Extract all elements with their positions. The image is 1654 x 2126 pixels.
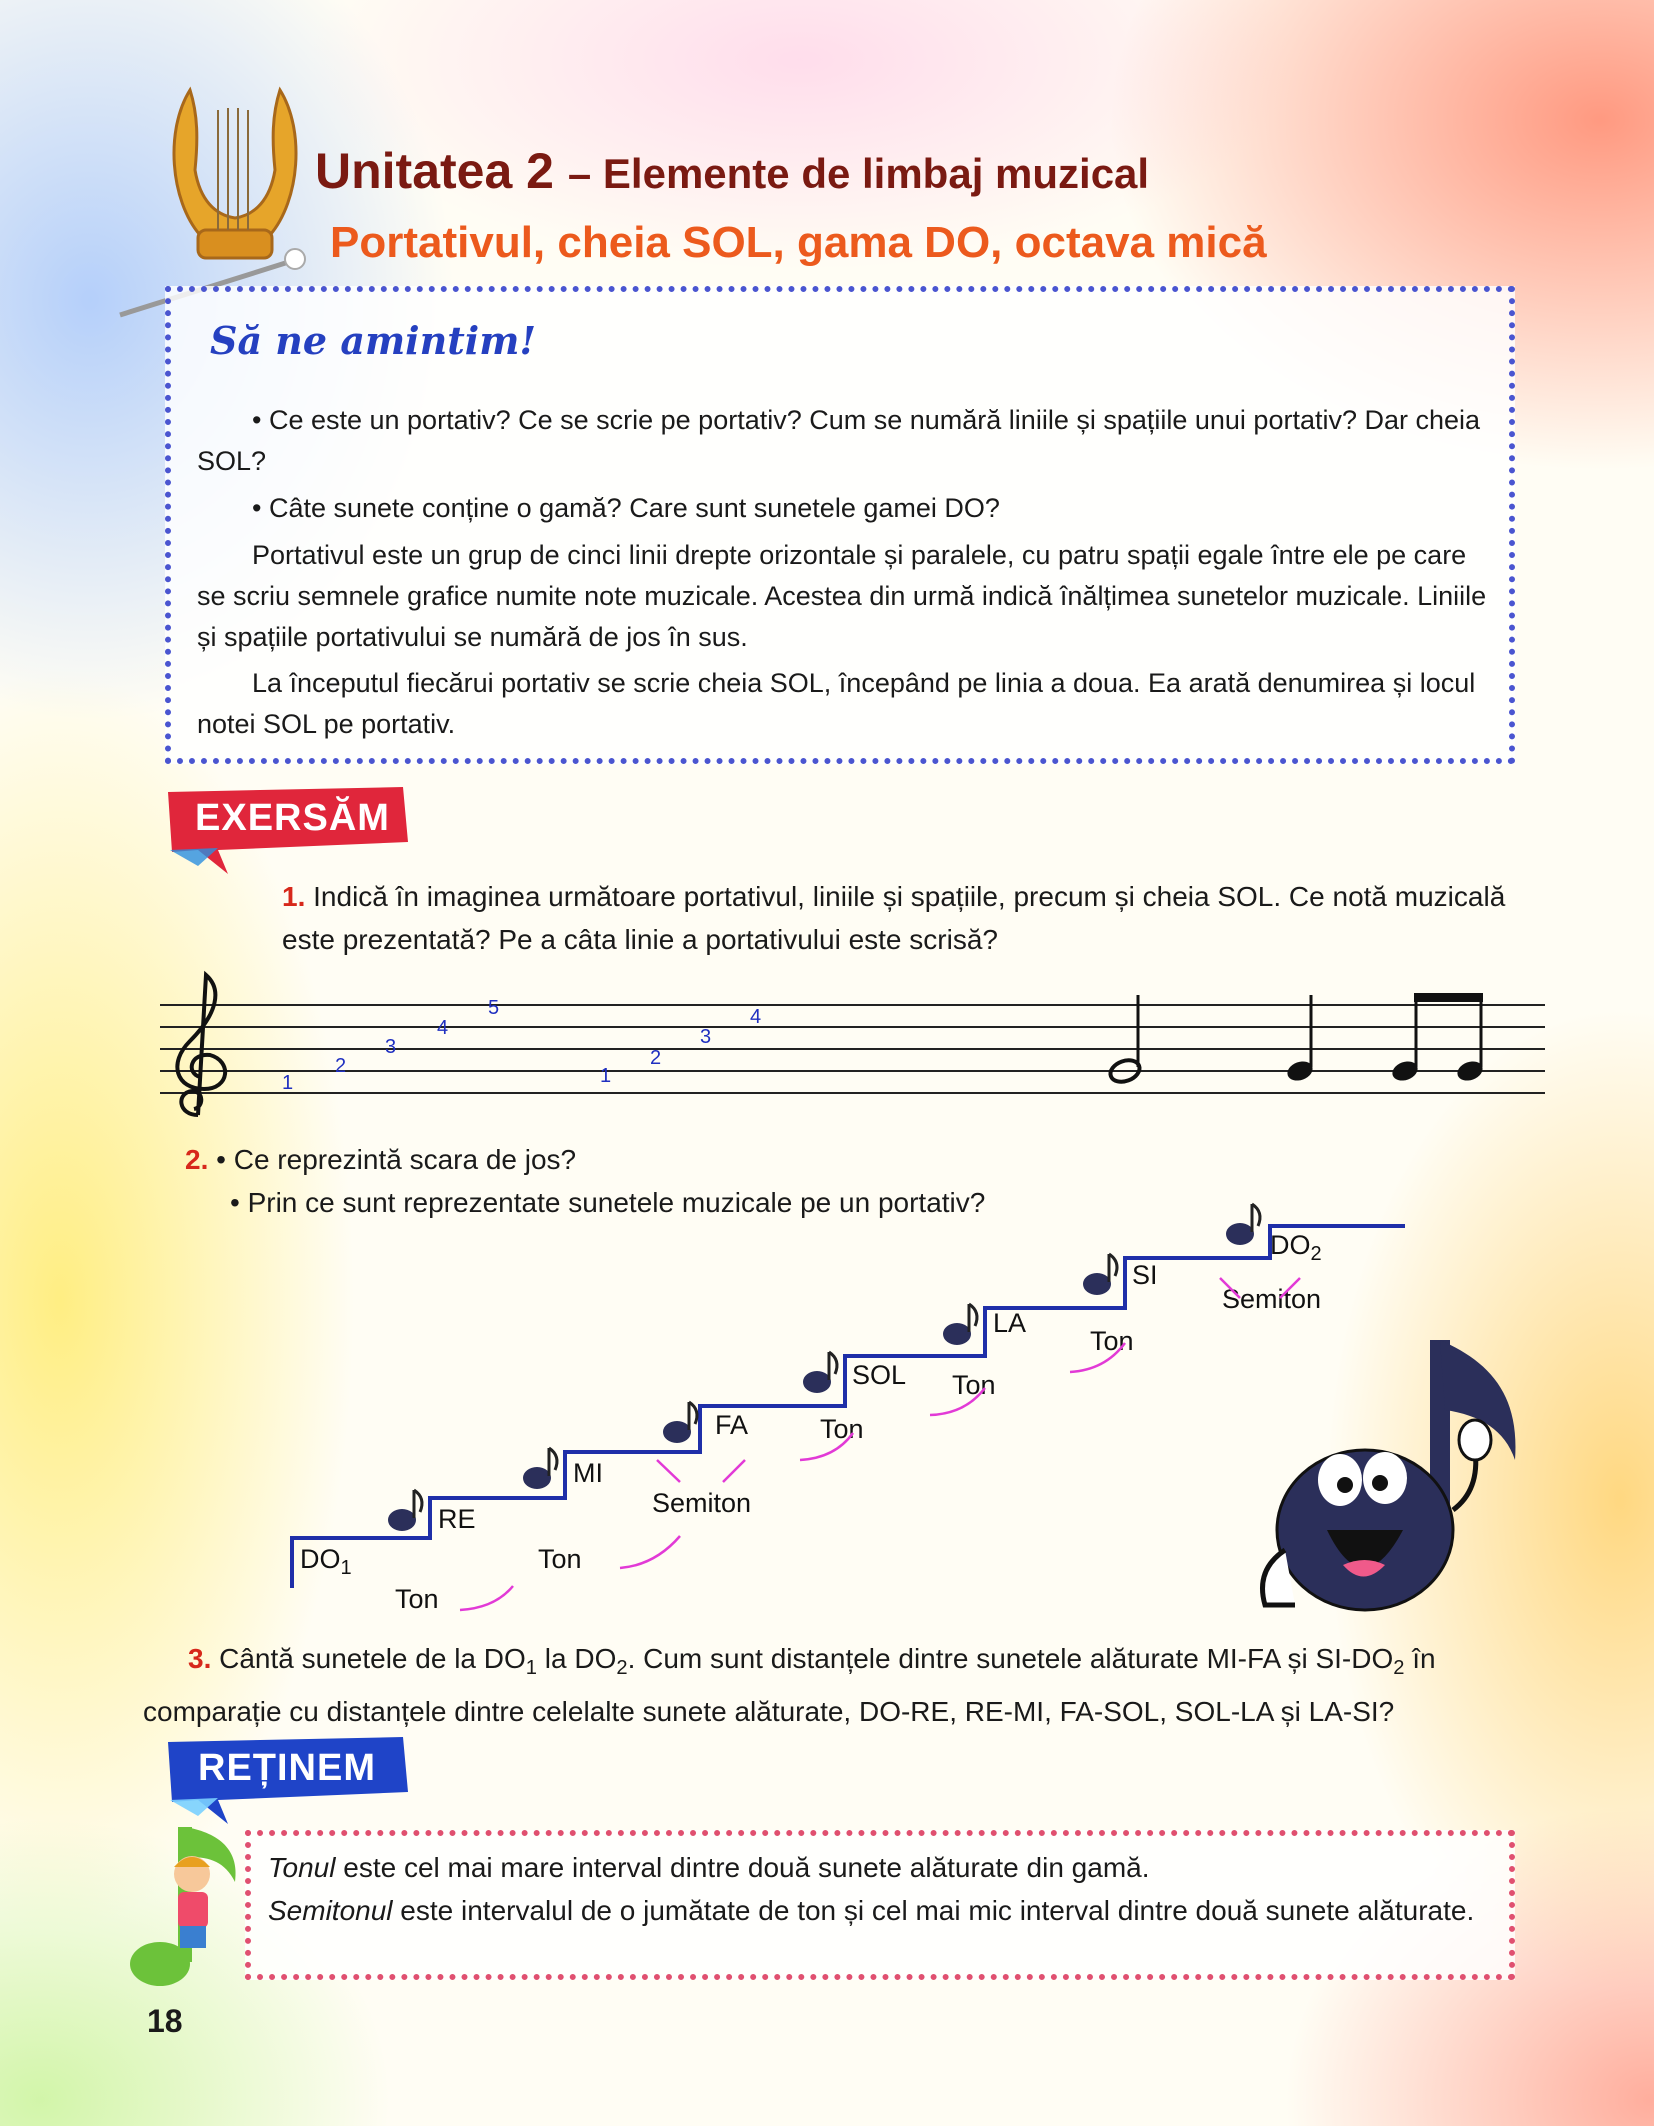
space-label-4: 4 <box>750 1006 762 1028</box>
interval-label-ton: Ton <box>952 1370 996 1400</box>
exercise-2-question-2: • Prin ce sunt reprezentate sunetele muzicale pe un portativ? <box>230 1187 986 1218</box>
recall-paragraph-clef: La începutul fiecărui portativ se scrie cheia SOL, începând pe linia a doua. Ea arată denumirea și locul notei SOL pe portativ. <box>197 668 1476 739</box>
exercise-1-text: Indică în imaginea următoare portativul, liniile și spațiile, precum și cheia SOL. Ce notă muzicală este prezentată? Pe a câta linie a portativului este scrisă? <box>282 881 1506 955</box>
note-character-icon <box>663 1402 697 1443</box>
recall-question-2: • Câte sunete conține o gamă? Care sunt sunetele gamei DO? <box>252 493 1000 523</box>
exercise-3-sub-3: 2 <box>1393 1657 1405 1680</box>
scale-staircase <box>280 1190 1410 1640</box>
exercise-3 <box>143 1637 1515 1733</box>
line-label-4: 4 <box>437 1017 449 1039</box>
space-label-1: 1 <box>600 1065 612 1087</box>
recall-title: Să ne amintim! <box>210 318 537 363</box>
definition-semiton-text: este intervalul de o jumătate de ton și cel mai mic interval dintre două sunete alăturate. <box>392 1895 1475 1926</box>
exercise-3-text-c: . Cum sunt distanțele dintre sunetele alăturate MI-FA și SI-DO <box>627 1643 1394 1674</box>
note-character-icon <box>388 1490 422 1531</box>
step-label-si: SI <box>1132 1260 1158 1290</box>
step-label-mi: MI <box>573 1458 603 1488</box>
interval-label-ton: Ton <box>1090 1326 1134 1356</box>
interval-label-semiton: Semiton <box>652 1488 752 1518</box>
space-label-3: 3 <box>700 1026 712 1048</box>
child-with-note-icon <box>130 1812 260 1987</box>
definition-ton-text: este cel mai mare interval dintre două sunete alăturate din gamă. <box>335 1852 1150 1883</box>
exercise-1-number: 1. <box>282 881 306 912</box>
exercise-2-number: 2. <box>185 1144 209 1175</box>
exercise-3-number: 3. <box>188 1643 212 1674</box>
page-number: 18 <box>147 2003 183 2039</box>
definition-ton <box>268 1846 1498 1889</box>
step-label-do1: $DO_1$ <box>300 1544 352 1579</box>
note-character-icon <box>1226 1204 1260 1245</box>
term-semiton: Semitonul <box>268 1895 393 1926</box>
step-label-fa: FA <box>715 1410 749 1440</box>
term-ton: Tonul <box>268 1852 336 1883</box>
note-character-icon <box>523 1448 557 1489</box>
retinem-badge: REȚINEM <box>198 1747 376 1789</box>
interval-label-ton: Ton <box>538 1544 582 1574</box>
exercise-3-text-a: Cântă sunetele de la DO <box>219 1643 526 1674</box>
step-label-do2: $DO_2$ <box>1270 1230 1322 1265</box>
space-label-2: 2 <box>650 1047 662 1069</box>
music-staff <box>160 965 1560 1125</box>
exercise-3-text-d: în comparație cu distanțele dintre celelalte sunete alăturate, DO-RE, RE-MI, FA-SOL, SOL-LA și LA-SI? <box>143 1643 1436 1728</box>
line-label-5: 5 <box>488 997 500 1019</box>
step-label-re: RE <box>438 1504 476 1534</box>
note-character-icon <box>803 1352 837 1393</box>
lesson-title: Portativul, cheia SOL, gama DO, octava mică <box>330 218 1267 267</box>
note-character-icon <box>943 1304 977 1345</box>
line-label-1: 1 <box>282 1072 294 1094</box>
exercise-3-sub-1: 1 <box>525 1657 537 1680</box>
note-mascot-icon <box>1255 1320 1545 1620</box>
interval-label-semiton: Semiton <box>1222 1284 1322 1314</box>
exersam-badge: EXERSĂM <box>195 797 390 839</box>
exercise-2 <box>185 1138 1085 1181</box>
line-label-3: 3 <box>385 1036 397 1058</box>
note-character-icon <box>1083 1254 1117 1295</box>
unit-heading: Unitatea 2 – Elemente de limbaj muzical <box>315 143 1150 199</box>
interval-label-ton: Ton <box>395 1584 439 1614</box>
exercise-1 <box>282 875 1512 961</box>
definition-semiton <box>268 1889 1498 1932</box>
exercise-2-question-1: • Ce reprezintă scara de jos? <box>216 1144 577 1175</box>
exercise-3-text-b: la DO <box>537 1643 617 1674</box>
line-label-2: 2 <box>335 1055 347 1077</box>
recall-question-1: • Ce este un portativ? Ce se scrie pe portativ? Cum se numără liniile și spațiile unui portativ? Dar cheia SOL? <box>197 405 1481 476</box>
step-label-la: LA <box>993 1308 1027 1338</box>
exercise-3-sub-2: 2 <box>616 1657 628 1680</box>
interval-label-ton: Ton <box>820 1414 864 1444</box>
recall-paragraph-staff: Portativul este un grup de cinci linii drepte orizontale și paralele, cu patru spații egale între ele pe care se scriu semnele grafice numite note muzicale. Acestea din urmă indică înălțimea sunetelor muzicale. Liniile și spațiile portativului se numără de jos în sus. <box>197 540 1487 652</box>
step-label-sol: SOL <box>852 1360 907 1390</box>
